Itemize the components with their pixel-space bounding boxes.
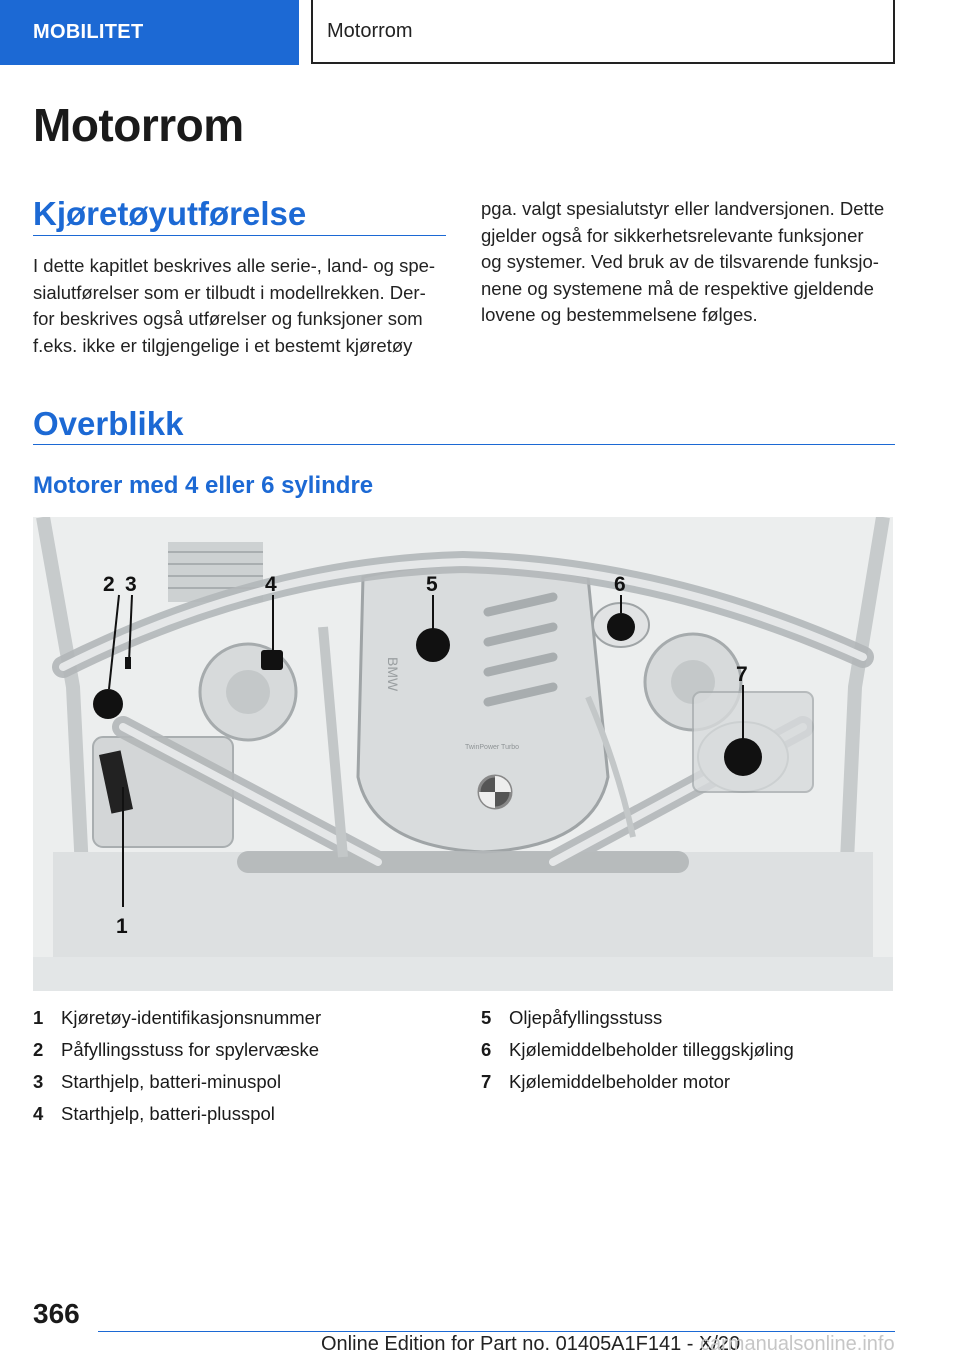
legend-label: Kjøretøy-identifikasjonsnummer (61, 1007, 322, 1028)
engine-logo-text: BMW (385, 657, 401, 692)
text-line: lovene og bestemmelsene følges. (481, 304, 758, 325)
text-line: gjelder også for sikkerhetsrelevante funksjoner (481, 224, 864, 246)
legend-label: Kjølemiddelbeholder motor (509, 1071, 731, 1092)
footer-edition-text: Online Edition for Part no. 01405A1F141 - X/20 (321, 1333, 741, 1355)
heading-rule (33, 444, 895, 445)
callout-6: 6 (614, 573, 626, 596)
section-heading-overview: Overblikk (33, 405, 184, 442)
callout-5: 5 (426, 573, 438, 596)
coolant-engine-cap-icon (724, 738, 762, 776)
section-heading-vehicle-design: Kjøretøyutførelse (33, 195, 307, 232)
legend-item (481, 1002, 794, 1034)
legend-item (33, 1066, 321, 1098)
watermark[interactable]: carmanualsonline.info (700, 1333, 895, 1355)
legend-item (33, 1098, 321, 1130)
chapter-title-tab: Motorrom (311, 0, 895, 64)
coolant-aux-cap-icon (607, 613, 635, 641)
legend-label: Oljepåfyllingsstuss (509, 1007, 663, 1028)
page-number: 366 (33, 1298, 80, 1329)
legend-number: 3 (33, 1071, 44, 1092)
engine-bay-figure (33, 517, 893, 991)
section-tab[interactable]: MOBILITET (0, 0, 299, 65)
subheading-engines: Motorer med 4 eller 6 sylindre (33, 472, 374, 499)
engine-badge-text: TwinPower Turbo (465, 744, 520, 751)
text-line: I dette kapitlet beskrives alle serie-, land- og spe- (33, 255, 436, 276)
body-text-col2 (481, 196, 884, 329)
page-title: Motorrom (33, 99, 244, 151)
legend-number: 6 (481, 1039, 492, 1060)
legend-item (33, 1034, 321, 1066)
legend-label: Påfyllingsstuss for spylervæske (61, 1039, 320, 1060)
callout-1: 1 (116, 915, 128, 938)
legend-label: Kjølemiddelbeholder tilleggskjøling (509, 1039, 794, 1060)
text-line: og systemer. Ved bruk av de tilsvarende funksjo- (481, 251, 879, 272)
text-line: nene og systemene må de respektive gjeldende (481, 277, 874, 299)
heading-rule (33, 235, 446, 236)
legend-left (33, 1002, 321, 1130)
callout-4: 4 (265, 573, 277, 596)
body-text-col1 (33, 253, 435, 359)
text-line: sialutførelser som er tilbudt i modellrekken. Der- (33, 281, 426, 303)
legend-number: 5 (481, 1007, 492, 1028)
legend-label: Starthjelp, batteri-minuspol (61, 1071, 282, 1092)
text-line: for beskrives også utførelser og funksjoner som (33, 308, 423, 329)
legend-number: 7 (481, 1071, 492, 1092)
legend-item (33, 1002, 321, 1034)
footer-rule (98, 1331, 895, 1332)
engine-bay-illustration (33, 517, 893, 991)
legend-right (481, 1002, 794, 1098)
positive-terminal-icon (261, 650, 283, 670)
text-line: f.eks. ikke er tilgjengelige i et bestemt kjøretøy (33, 334, 413, 356)
oil-filler-cap-icon (416, 628, 450, 662)
callout-3: 3 (125, 573, 137, 596)
legend-number: 4 (33, 1103, 44, 1124)
legend-number: 1 (33, 1007, 44, 1028)
text-line: pga. valgt spesialutstyr eller landversjonen. Dette (481, 198, 885, 219)
washer-fluid-cap-icon (93, 689, 123, 719)
callout-2: 2 (103, 573, 115, 596)
legend-item (481, 1066, 794, 1098)
callout-7: 7 (736, 663, 748, 686)
legend-item (481, 1034, 794, 1066)
legend-label: Starthjelp, batteri-plusspol (61, 1103, 275, 1124)
legend-number: 2 (33, 1039, 44, 1060)
